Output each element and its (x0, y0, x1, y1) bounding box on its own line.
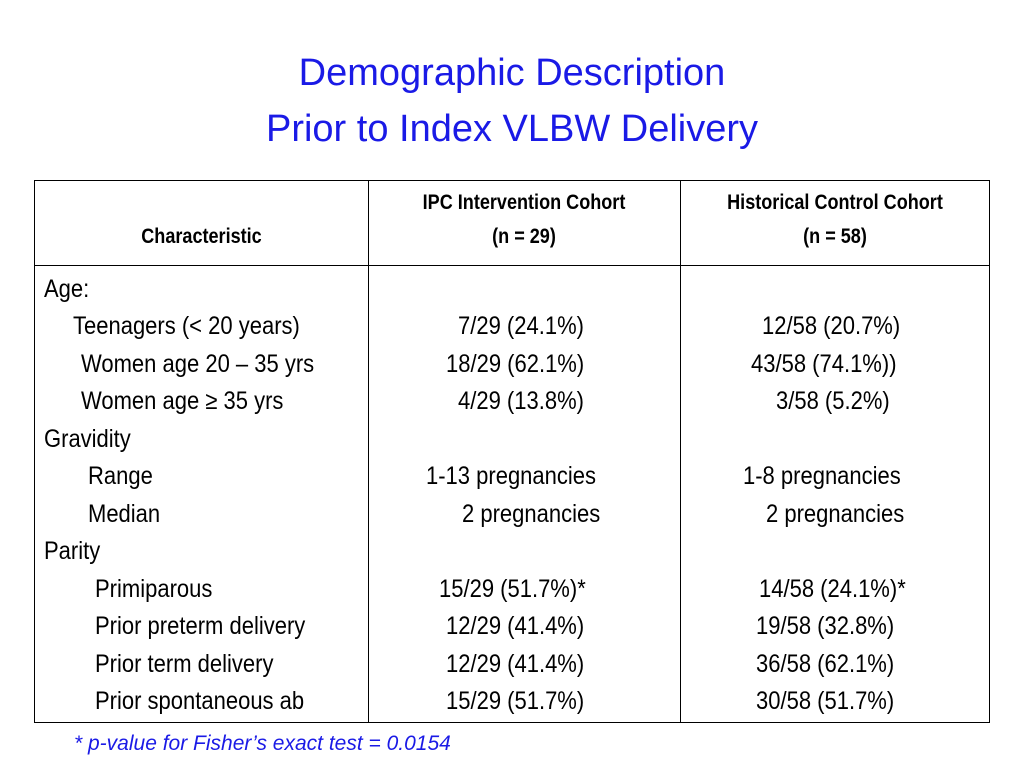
row-label: Women age 20 – 35 yrs (81, 350, 315, 378)
column-divider-2 (680, 181, 681, 722)
header-divider (35, 265, 989, 266)
hist-value: 19/58 (32.8%) (756, 612, 895, 640)
hist-value: 12/58 (20.7%) (762, 312, 901, 340)
ipc-value: 15/29 (51.7%)* (439, 575, 586, 603)
row-label: Women age ≥ 35 yrs (81, 387, 284, 415)
row-label: Primiparous (95, 575, 213, 603)
row-label: Teenagers (< 20 years) (73, 312, 300, 340)
header-ipc-title: IPC Intervention Cohort (422, 191, 626, 214)
footnote: * p-value for Fisher’s exact test = 0.0154 (74, 732, 451, 755)
ipc-value: 7/29 (24.1%) (458, 312, 584, 340)
row-label: Parity (44, 537, 101, 565)
hist-value: 30/58 (51.7%) (756, 687, 895, 715)
ipc-value: 2 pregnancies (462, 500, 601, 528)
hist-value: 43/58 (74.1%)) (751, 350, 897, 378)
row-label: Prior preterm delivery (95, 612, 306, 640)
row-label: Prior term delivery (95, 650, 274, 678)
hist-value: 14/58 (24.1%)* (759, 575, 906, 603)
ipc-value: 1-13 pregnancies (426, 462, 597, 490)
slide-title-line-2: Prior to Index VLBW Delivery (265, 108, 759, 150)
header-hist-count: (n = 58) (803, 225, 867, 248)
hist-value: 1-8 pregnancies (743, 462, 901, 490)
ipc-value: 18/29 (62.1%) (446, 350, 585, 378)
hist-value: 2 pregnancies (766, 500, 905, 528)
ipc-value: 4/29 (13.8%) (458, 387, 584, 415)
row-label: Range (88, 462, 153, 490)
row-label: Gravidity (44, 425, 131, 453)
row-label: Age: (44, 275, 90, 303)
row-label: Median (88, 500, 161, 528)
header-characteristic: Characteristic (141, 225, 262, 248)
hist-value: 3/58 (5.2%) (776, 387, 890, 415)
ipc-value: 12/29 (41.4%) (446, 650, 585, 678)
slide-title-line-1: Demographic Description (298, 52, 726, 94)
header-hist-title: Historical Control Cohort (727, 191, 943, 214)
demographics-table (34, 180, 990, 723)
ipc-value: 12/29 (41.4%) (446, 612, 585, 640)
ipc-value: 15/29 (51.7%) (446, 687, 585, 715)
header-ipc-count: (n = 29) (492, 225, 556, 248)
column-divider-1 (368, 181, 369, 722)
row-label: Prior spontaneous ab (95, 687, 305, 715)
hist-value: 36/58 (62.1%) (756, 650, 895, 678)
